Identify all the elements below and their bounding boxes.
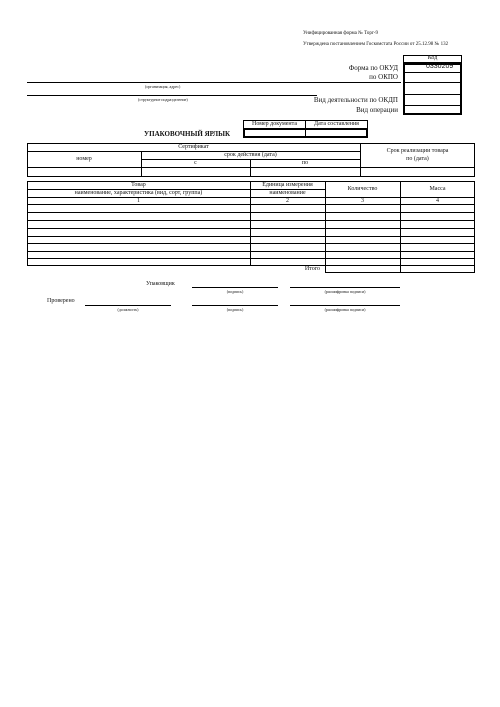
shelf-life-label-1: Срок реализации товара [386, 148, 449, 154]
okdp-label: Вид деятельности по ОКДП [313, 96, 398, 104]
okud-code-value[interactable]: 0330209 [426, 63, 454, 70]
org-line[interactable] [27, 82, 401, 83]
certificate-number-label: номер [76, 156, 92, 162]
checked-signature-caption: (подпись) [226, 307, 244, 312]
division-line[interactable] [27, 95, 317, 96]
certificate-validity-label: срок действия (дата) [224, 152, 277, 158]
checked-decode-line[interactable] [290, 305, 400, 306]
org-caption: (организация, адрес) [145, 84, 181, 89]
mass-column-title: Масса [429, 186, 446, 192]
column-number-4: 4 [436, 198, 439, 204]
packer-signature-line[interactable] [192, 287, 278, 288]
packer-decode-caption: (расшифровка подписи) [324, 289, 366, 294]
certificate-to-label: по [301, 160, 309, 166]
checked-signature-line[interactable] [192, 305, 278, 306]
column-number-3: 3 [361, 198, 364, 204]
packer-signature-caption: (подпись) [226, 289, 244, 294]
certificate-from-label: с [194, 160, 197, 166]
total-label: Итого [304, 266, 320, 272]
checked-position-line[interactable] [85, 305, 171, 306]
goods-column-subtitle: наименование, характеристика (вид, сорт, группа) [74, 190, 203, 196]
operation-label: Вид операции [356, 106, 398, 114]
okpo-label: по ОКПО [369, 73, 398, 81]
packer-label: Упаковщик [146, 281, 175, 287]
goods-column-title: Товар [131, 182, 146, 188]
column-number-1: 1 [137, 198, 140, 204]
unit-column-subtitle: наименование [269, 190, 306, 196]
doc-date-label: Дата составления [314, 121, 359, 127]
packer-decode-line[interactable] [290, 287, 400, 288]
checked-decode-caption: (расшифровка подписи) [324, 307, 366, 312]
certificate-title: Сертификат [178, 144, 209, 150]
column-number-2: 2 [286, 198, 289, 204]
okud-label: Форма по ОКУД [348, 64, 398, 72]
checked-position-caption: (должность) [117, 307, 139, 312]
unit-column-title: Единица измерения [262, 182, 313, 188]
form-approval: Утверждена постановлением Госкомстата России от 25.12.98 № 132 [303, 42, 449, 47]
doc-number-label: Номер документа [251, 121, 297, 127]
shelf-life-label-2: по (дата) [406, 156, 429, 162]
division-caption: (структурное подразделение) [138, 97, 188, 102]
qty-column-title: Количество [347, 186, 378, 192]
code-title: Код [427, 55, 438, 61]
checked-label: Проверено [47, 298, 75, 304]
doc-title: УПАКОВОЧНЫЙ ЯРЛЫК [144, 130, 231, 138]
form-name: Унифицированная форма № Торг-9 [303, 31, 379, 36]
